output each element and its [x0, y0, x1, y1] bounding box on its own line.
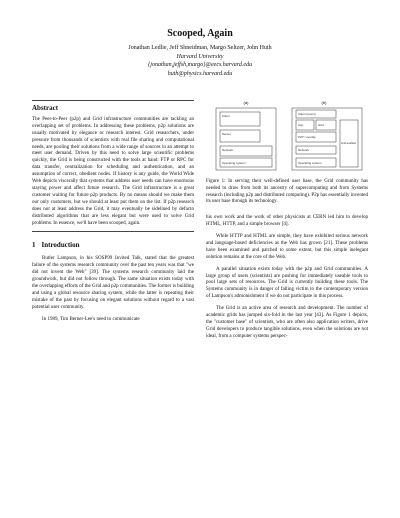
paper-title: Scooped, Again [167, 28, 233, 39]
abstract-box [32, 100, 194, 232]
left-column [32, 100, 194, 322]
intro-paragraph-2: In 1989, Tim Berner-Lee's need to communicate [42, 315, 140, 322]
figure-b-box-label: Network [298, 148, 310, 152]
figure-b-box-label: Client (users) [298, 112, 316, 116]
section-title: Introduction [41, 241, 80, 250]
right-paragraph-2: While HTTP and HTML are simple, they have exhibited serious network and language-based deficiencies as the Web has grown [21]. These problems have been examined and patched to some extent, but this simple inelegant solution remains at the core of the Web. [206, 233, 368, 260]
author-block [0, 44, 400, 78]
figure-label-a: (a) [243, 100, 249, 105]
figure-a-box-label: Server [222, 132, 231, 136]
figure-b-box-label: Grid [318, 123, 324, 127]
abstract-text: The Peer-to-Peer (p2p) and Grid infrastructure communities are tackling an overlapping set of problems. In addressing these problems, p2p solutions are usually motivated by elegance or research interest. Grid researchers, under pressure from thousands of scientists with real file sharing and computational needs, are pooling their solutions from a wide range of sources in an attempt to meet user demand. Driven by this need to solve large scientific problems quickly, the Grid is being constructed with the tools at hand: FTP or RPC for data transfer, centralization for scheduling and authentication, and an assumption of correct, obedient nodes. If history is any guide, the World Wide Web depicts viscerally that systems that address user needs can have enormous staying power and affect future research. The Grid infrastructure is a great customer waiting for future p2p products. By no means should we make them our only customers, but we should at least put them on the list. If p2p research does not at least address the Grid, it may eventually be sidelined by defacto distributed algorithms that are less elegant but were used to solve Grid problems. In essence, we'll have been scooped, again. [32, 116, 194, 233]
right-paragraph-1: his own work and the work of other physicists at CERN led him to develop HTML, HTTP, and a simple browser [4]. [206, 214, 368, 228]
abstract-heading: Abstract [32, 104, 59, 112]
section-number: 1 [32, 241, 36, 250]
email-secondary: huth@physics.harvard.edu [167, 70, 233, 77]
figure-1-diagram [206, 98, 368, 174]
figure-b-box-label: Operating system [298, 161, 322, 165]
figure-label-b: (b) [321, 100, 327, 105]
figure-1 [206, 98, 368, 174]
right-paragraph-4: The Grid is an active area of research and development. The number of academic grids has jumped six-fold in the last year [43]. As Figure 1 depicts, the "customer base" of scientists, who are often also application writers, drive Grid developers to produce tangible solutions, even when the solutions are not ideal, from a computer systems perspec- [206, 305, 368, 339]
email-primary: {jonathan,jeffsh,margo}@eecs.harvard.edu [147, 62, 253, 68]
right-paragraph-3: A parallel situation exists today with the p2p and Grid communities. A large group of users (scientists) are pushing for immediately useable tools to pool large sets of resources. The Grid is currently building these tools. The Systems community is in danger of falling victim to the contemporary version of Lampson's admonishment if we do not participate in this process. [206, 265, 368, 300]
figure-b-box-label: Grid-enabled [341, 142, 356, 145]
author-names: Jonathan Ledlie, Jeff Shneidman, Margo Seltzer, John Huth [128, 45, 272, 51]
right-column [206, 98, 368, 340]
figure-1-caption: Figure 1: In serving their well-defined user base, the Grid community has needed to draw from both its ancestry of supercomputing and from Systems research (including p2p and distributed computing). P2p has essentially invented its user base through its technology. [206, 179, 368, 205]
figure-a-box-label: Client [222, 114, 230, 118]
figure-a-box-label: Operating system [222, 161, 246, 165]
affiliation: Harvard University [176, 53, 224, 60]
figure-b-box-label: App [298, 123, 304, 127]
section-heading-introduction [32, 242, 194, 249]
intro-paragraph-1: Butler Lampson, in his SOSP99 Invited Talk, stated that the greatest failure of the systems research community over the past ten years was that "we did not invent the Web" [39]. The systems research community laid the groundwork, but did not follow through. The same situation exists today with the overlapping efforts of the Grid and p2p communities. The former is building and using a global resource sharing system, while the latter is repeating their mistake of the past by focusing on elegant solutions without regard to a vast potential user community. [32, 255, 194, 310]
figure-b-box-label: P2P / overlay [298, 135, 316, 139]
figure-a-box-label: Network [222, 148, 234, 152]
